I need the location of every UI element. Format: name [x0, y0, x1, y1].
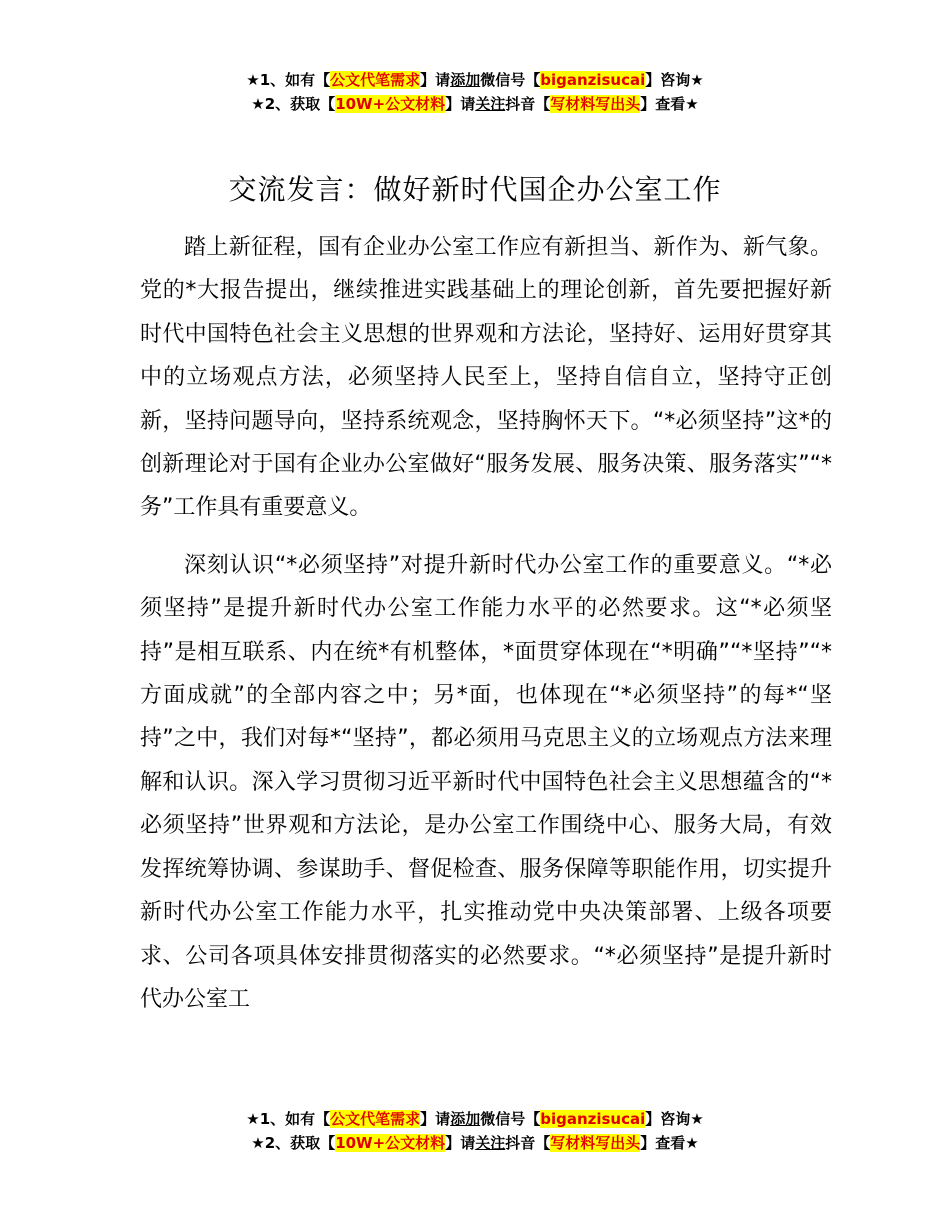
banner-text: 】咨询★: [645, 71, 704, 89]
banner-text: 】查看★: [640, 95, 699, 113]
footer-banner-line-2: [0, 1131, 950, 1155]
banner-text: 】咨询★: [645, 1110, 704, 1128]
banner-text: 微信号【: [480, 71, 541, 89]
banner-underline: 添加: [450, 71, 481, 89]
banner-highlight: 10W+公文材料: [335, 95, 446, 113]
banner-highlight: biganzisucai: [540, 71, 646, 89]
banner-underline: 关注: [475, 95, 506, 113]
banner-highlight: 10W+公文材料: [335, 1134, 446, 1152]
banner-underline: 添加: [450, 1110, 481, 1128]
banner-text: 】请: [420, 71, 451, 89]
banner-text: 微信号【: [480, 1110, 541, 1128]
banner-highlight: biganzisucai: [540, 1110, 646, 1128]
banner-text: ★1、如有【: [246, 71, 331, 89]
banner-text: 抖音【: [505, 1134, 551, 1152]
footer-banner-line-1: [0, 1107, 950, 1131]
banner-highlight: 公文代笔需求: [330, 71, 421, 89]
header-banner: [0, 68, 950, 116]
banner-text: 】查看★: [640, 1134, 699, 1152]
banner-text: ★1、如有【: [246, 1110, 331, 1128]
banner-text: 】请: [445, 95, 476, 113]
header-banner-line-1: [0, 68, 950, 92]
document-title: 交流发言：做好新时代国企办公室工作: [228, 173, 722, 206]
paragraph: 踏上新征程，国有企业办公室工作应有新担当、新作为、新气象。党的*大报告提出，继续推进实践基础上的理论创新，首先要把握好新时代中国特色社会主义思想的世界观和方法论，坚持好、运用好贯穿其中的立场观点方法，必须坚持人民至上，坚持自信自立，坚持守正创新，坚持问题导向，坚持系统观念，坚持胸怀天下。“*必须坚持”这*的创新理论对于国有企业办公室做好“服务发展、服务决策、服务落实”“*务”工作具有重要意义。: [140, 235, 832, 521]
footer-banner: [0, 1107, 950, 1155]
banner-text: 】请: [420, 1110, 451, 1128]
header-banner-line-2: [0, 92, 950, 116]
document-body: [140, 226, 832, 1021]
banner-text: ★2、获取【: [251, 95, 336, 113]
banner-highlight: 写材料写出头: [550, 95, 641, 113]
banner-highlight: 写材料写出头: [550, 1134, 641, 1152]
banner-text: 】请: [445, 1134, 476, 1152]
banner-text: 抖音【: [505, 95, 551, 113]
paragraph: 深刻认识“*必须坚持”对提升新时代办公室工作的重要意义。“*必须坚持”是提升新时代办公室工作能力水平的必然要求。这“*必须坚持”是相互联系、内在统*有机整体，*面贯穿体现在“*明确”“*坚持”“*方面成就”的全部内容之中；另*面，也体现在“*必须坚持”的每*“坚持”之中，我们对每*“坚持”，都必须用马克思主义的立场观点方法来理解和认识。深入学习贯彻习近平新时代中国特色社会主义思想蕴含的“*必须坚持”世界观和方法论，是办公室工作围绕中心、服务大局，有效发挥统筹协调、参谋助手、督促检查、服务保障等职能作用，切实提升新时代办公室工作能力水平，扎实推动党中央决策部署、上级各项要求、公司各项具体安排贯彻落实的必然要求。“*必须坚持”是提升新时代办公室工: [140, 552, 832, 1012]
banner-text: ★2、获取【: [251, 1134, 336, 1152]
banner-underline: 关注: [475, 1134, 506, 1152]
banner-highlight: 公文代笔需求: [330, 1110, 421, 1128]
